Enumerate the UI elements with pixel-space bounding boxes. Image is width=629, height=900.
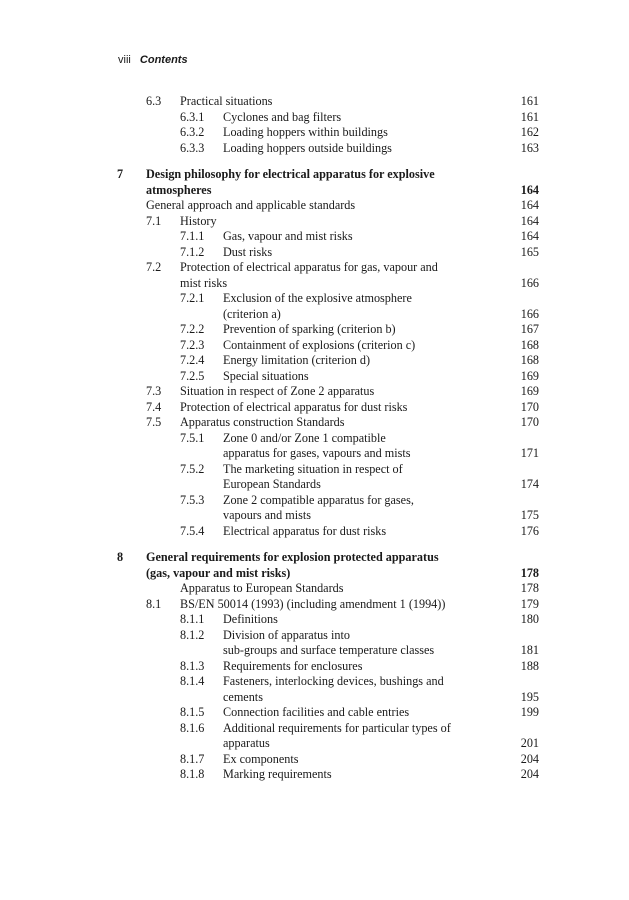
toc-entry-number: 7.2.2 [180,322,205,336]
toc-entry-title: BS/EN 50014 (1993) (including amendment 1 (1994)) [180,596,446,611]
toc-entry-page: 161 [520,94,539,108]
toc-entry-row[interactable] [0,141,629,157]
toc-entry-page: 180 [520,612,539,626]
toc-entry-title: Ex components [223,751,299,766]
toc-entry-row[interactable] [0,690,629,706]
toc-entry-number: 8 [117,550,124,564]
toc-entry-row[interactable] [0,94,629,110]
toc-entry-number: 7.2.1 [180,291,205,305]
toc-entry-row[interactable] [0,752,629,768]
toc-entry-page: 164 [520,213,539,228]
section-gap [0,156,629,167]
toc-entry-page: 169 [520,368,539,383]
toc-entry-page: 175 [520,508,539,522]
toc-entry-row[interactable] [0,415,629,431]
toc-entry-title: Exclusion of the explosive atmosphere [223,291,412,305]
toc-entry-page: 170 [520,399,539,414]
section-gap [0,539,629,550]
toc-entry-title: mist risks [180,275,228,290]
toc-entry-page: 162 [520,125,539,139]
toc-entry-title: Energy limitation (criterion d) [223,353,370,367]
toc-entry-row[interactable] [0,229,629,245]
toc-entry-number: 8.1.2 [180,627,205,642]
toc-entry-title: sub-groups and surface temperature classes [223,643,435,657]
toc-entry-number: 7.2.5 [180,368,205,383]
toc-entry-row[interactable] [0,581,629,597]
toc-entry-page: 164 [520,229,539,243]
toc-entry-title: Practical situations [180,94,273,108]
toc-entry-number: 8.1.8 [180,767,205,781]
toc-entry-title: General approach and applicable standards [146,198,356,212]
toc-entry-row[interactable] [0,338,629,354]
toc-entry-title: Protection of electrical apparatus for gas, vapour and [180,260,438,274]
toc-entry-row[interactable] [0,659,629,675]
toc-entry-title: Special situations [223,368,309,383]
toc-entry-page: 181 [520,643,539,657]
toc-entry-page: 168 [520,337,539,352]
toc-entry-row[interactable] [0,322,629,338]
toc-entry-title: Division of apparatus into [223,627,350,642]
toc-entry-page: 195 [520,689,539,704]
toc-entry-number: 7.3 [146,384,162,398]
toc-entry-title: cements [223,689,263,704]
toc-entry-row[interactable] [0,508,629,524]
table-of-contents [0,94,629,783]
toc-entry-title: apparatus [223,736,270,750]
toc-entry-page: 178 [520,581,539,595]
toc-chapter-row[interactable] [0,566,629,582]
toc-entry-page: 166 [520,306,539,321]
toc-entry-row[interactable] [0,307,629,323]
toc-entry-page: 165 [520,244,539,259]
toc-entry-row[interactable] [0,198,629,214]
toc-entry-page: 188 [520,658,539,673]
toc-entry-row[interactable] [0,524,629,540]
header-title: Contents [139,54,188,66]
toc-entry-page: 161 [520,109,539,124]
toc-entry-number: 8.1.5 [180,705,205,719]
toc-entry-number: 7.2 [146,260,162,274]
toc-entry-page: 171 [520,446,539,460]
toc-entry-title: Apparatus to European Standards [180,581,344,595]
toc-entry-row[interactable] [0,736,629,752]
toc-entry-page: 174 [520,477,539,491]
toc-entry-row[interactable] [0,597,629,613]
toc-entry-row[interactable] [0,643,629,659]
toc-entry-number: 7.1 [146,213,162,228]
toc-entry-page: 176 [520,523,539,538]
toc-entry-page: 164 [520,198,539,212]
toc-entry-title: apparatus for gases, vapours and mists [223,446,411,460]
toc-entry-title: Prevention of sparking (criterion b) [223,322,396,336]
toc-entry-row[interactable] [0,446,629,462]
toc-entry-title: atmospheres [146,182,212,197]
toc-entry-row[interactable] [0,400,629,416]
toc-entry-number: 8.1.7 [180,751,205,766]
toc-entry-page: 179 [520,596,539,611]
toc-entry-page: 164 [520,182,539,197]
toc-entry-title: Zone 0 and/or Zone 1 compatible [223,430,386,445]
toc-entry-row[interactable] [0,705,629,721]
toc-entry-number: 7.5.1 [180,430,205,445]
toc-entry-title: vapours and mists [223,508,312,522]
toc-entry-row[interactable] [0,291,629,307]
toc-entry-title: Fasteners, interlocking devices, bushings and [223,674,444,688]
toc-entry-title: Loading hoppers outside buildings [223,140,392,155]
toc-entry-row[interactable] [0,628,629,644]
toc-entry-title: Design philosophy for electrical apparatus for explosive [146,167,435,181]
toc-entry-number: 7.2.4 [180,353,205,367]
toc-entry-title: Loading hoppers within buildings [223,125,388,139]
toc-entry-number: 7.5 [146,415,162,429]
toc-entry-title: Apparatus construction Standards [180,415,345,429]
toc-entry-page: 201 [520,736,539,750]
toc-entry-number: 7.1.1 [180,229,205,243]
toc-entry-title: Definitions [223,612,278,626]
toc-entry-title: The marketing situation in respect of [223,461,403,476]
toc-entry-title: History [180,213,217,228]
toc-entry-title: (gas, vapour and mist risks) [146,565,291,580]
toc-entry-number: 8.1.6 [180,720,205,735]
toc-entry-page: 169 [520,384,539,398]
toc-entry-title: Containment of explosions (criterion c) [223,337,416,352]
toc-entry-page: 167 [520,322,539,336]
toc-entry-number: 6.3.2 [180,125,205,139]
toc-entry-row[interactable] [0,125,629,141]
toc-entry-row[interactable] [0,276,629,292]
toc-entry-title: Dust risks [223,244,273,259]
toc-entry-title: Connection facilities and cable entries [223,705,410,719]
toc-entry-number: 7.4 [146,399,162,414]
toc-entry-title: Additional requirements for particular types of [223,720,451,735]
toc-entry-row[interactable] [0,214,629,230]
toc-entry-number: 7 [117,167,124,181]
toc-entry-number: 6.3 [146,94,162,108]
toc-entry-number: 7.5.2 [180,461,205,476]
toc-entry-title: European Standards [223,477,321,491]
toc-entry-row[interactable] [0,260,629,276]
toc-entry-number: 7.2.3 [180,337,205,352]
toc-entry-row[interactable] [0,612,629,628]
toc-entry-number: 7.1.2 [180,244,205,259]
toc-entry-title: Protection of electrical apparatus for dust risks [180,399,408,414]
toc-entry-number: 7.5.3 [180,492,205,507]
toc-entry-number: 6.3.3 [180,140,205,155]
toc-entry-number: 6.3.1 [180,109,205,124]
toc-entry-row[interactable] [0,674,629,690]
toc-entry-row[interactable] [0,493,629,509]
toc-entry-number: 8.1 [146,596,162,611]
toc-entry-number: 8.1.3 [180,658,205,673]
toc-entry-row[interactable] [0,353,629,369]
toc-entry-row[interactable] [0,245,629,261]
toc-entry-page: 168 [520,353,539,367]
toc-entry-row[interactable] [0,369,629,385]
toc-chapter-row[interactable] [0,550,629,566]
toc-entry-page: 199 [520,705,539,719]
toc-entry-row[interactable] [0,721,629,737]
toc-entry-number: 7.5.4 [180,523,205,538]
toc-entry-title: Cyclones and bag filters [223,109,342,124]
toc-entry-page: 163 [520,140,539,155]
toc-chapter-row[interactable] [0,183,629,199]
toc-entry-page: 178 [520,565,539,580]
toc-entry-page: 170 [520,415,539,429]
toc-entry-row[interactable] [0,431,629,447]
header-page-number: viii [118,54,131,66]
toc-entry-number: 8.1.4 [180,674,205,688]
toc-entry-title: (criterion a) [223,306,281,321]
toc-entry-row[interactable] [0,384,629,400]
toc-entry-page: 204 [520,751,539,766]
toc-chapter-row[interactable] [0,167,629,183]
toc-entry-row[interactable] [0,462,629,478]
toc-entry-title: Marking requirements [223,767,332,781]
toc-entry-row[interactable] [0,767,629,783]
toc-entry-row[interactable] [0,110,629,126]
toc-entry-page: 166 [520,275,539,290]
toc-entry-title: Requirements for enclosures [223,658,363,673]
toc-entry-title: Electrical apparatus for dust risks [223,523,387,538]
running-header [118,54,188,66]
toc-entry-title: Gas, vapour and mist risks [223,229,353,243]
toc-entry-page: 204 [520,767,539,781]
toc-entry-number: 8.1.1 [180,612,205,626]
toc-entry-title: Zone 2 compatible apparatus for gases, [223,492,414,507]
toc-entry-title: Situation in respect of Zone 2 apparatus [180,384,375,398]
toc-entry-row[interactable] [0,477,629,493]
toc-entry-title: General requirements for explosion protected apparatus [146,550,439,564]
